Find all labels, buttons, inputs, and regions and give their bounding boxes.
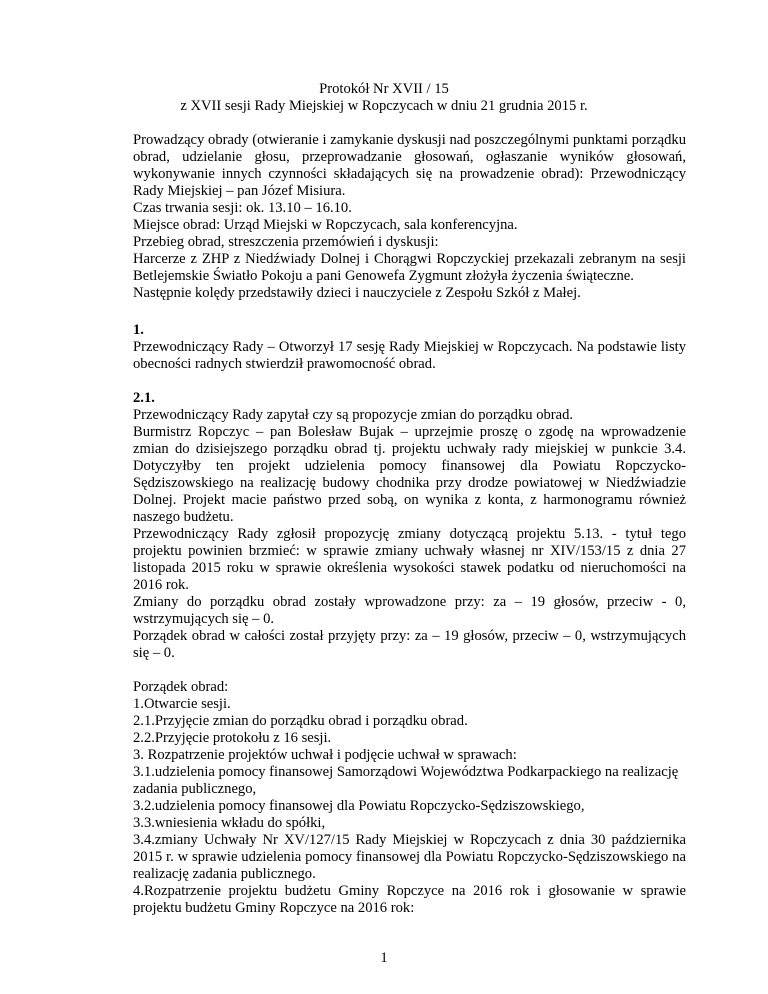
section-paragraph: Burmistrz Ropczyc – pan Bolesław Bujak – uprzejmie proszę o zgodę na wprowadzenie zmian do dzisiejszego porządku obrad tj. projektu uchwały rady miejskiej w punkcie 3.4. Dotyczyłby ten projekt udzielenia pomocy finansowej dla Powiatu Ropczycko-Sędziszowskiego na realizację budowy chodnika przy drodze powiatowej w Niedźwiadzie Dolnej. Projekt macie państwo przed sobą, on wynika z konta, z harmonogramu również naszego budżetu. [133,424,686,525]
agenda-item: 3.1.udzielenia pomocy finansowej Samorządowi Województwa Podkarpackiego na realizację zadania publicznego, [133,764,679,797]
section-paragraph: Przewodniczący Rady zgłosił propozycję zmiany dotyczącą projektu 5.13. - tytuł tego projektu powinien brzmieć: w sprawie zmiany uchwały własnej nr XIV/153/15 z dnia 27 listopada 2015 roku w sprawie określenia wysokości stawek podatku od nieruchomości na 2016 rok. [133,526,686,593]
section-paragraph: Przewodniczący Rady zapytał czy są propozycje zmian do porządku obrad. [133,407,574,423]
vote-result: Porządek obrad w całości został przyjęty przy: za – 19 głosów, przeciw – 0, wstrzymujących się – 0. [133,628,686,661]
agenda-item: 2.2.Przyjęcie protokołu z 16 sesji. [133,730,332,746]
agenda-item: 3.3.wniesienia wkładu do spółki, [133,815,326,831]
agenda-item: 2.1.Przyjęcie zmian do porządku obrad i porządku obrad. [133,713,468,729]
agenda-heading: Porządek obrad: [133,679,229,695]
section-heading: 1. [133,322,144,338]
agenda-item: 3. Rozpatrzenie projektów uchwał i podjęcie uchwał w sprawach: [133,747,517,763]
agenda-item: 3.2.udzielenia pomocy finansowej dla Powiatu Ropczycko-Sędziszowskiego, [133,798,585,814]
section-2-1 [133,390,686,594]
page-number: 1 [380,950,388,966]
intro-paragraph: Następnie kolędy przedstawiły dzieci i nauczyciele z Zespołu Szkół z Małej. [133,285,581,301]
section-heading: 2.1. [133,390,155,406]
agenda-item: 3.4.zmiany Uchwały Nr XV/127/15 Rady Miejskiej w Ropczycach z dnia 30 października 2015 r. w sprawie udzielenia pomocy finansowej dla Powiatu Ropczycko-Sędziszowskiego na realizację zadania publicznego. [133,832,686,882]
vote-result: Zmiany do porządku obrad zostały wprowadzone przy: za – 19 głosów, przeciw - 0, wstrzymujących się – 0. [133,594,686,627]
agenda-block [133,679,686,917]
document-title: Protokół Nr XVII / 15 [319,81,449,97]
document-subtitle: z XVII sesji Rady Miejskiej w Ropczycach w dniu 21 grudnia 2015 r. [180,98,588,114]
section-paragraph: Przewodniczący Rady – Otworzył 17 sesję Rady Miejskiej w Ropczycach. Na podstawie listy obecności radnych stwierdził prawomocność obrad. [133,339,686,372]
agenda-item: 1.Otwarcie sesji. [133,696,231,712]
proceedings-heading: Przebieg obrad, streszczenia przemówień i dyskusji: [133,234,439,250]
intro-block [133,132,686,302]
intro-paragraph: Prowadzący obrady (otwieranie i zamykanie dyskusji nad poszczególnymi punktami porządku obrad, udzielanie głosu, przeprowadzanie głosowań, ogłaszanie wyników głosowań, wykonywanie innych czynności składających się na prowadzenie obrad): Przewodniczący Rady Miejskiej – pan Józef Misiura. [133,132,686,199]
intro-paragraph: Harcerze z ZHP z Niedźwiady Dolnej i Chorągwi Ropczyckiej przekazali zebranym na sesji Betlejemskie Światło Pokoju a pani Genowefa Zygmunt złożyła życzenia świąteczne. [133,251,686,284]
session-location: Miejsce obrad: Urząd Miejski w Ropczycach, sala konferencyjna. [133,217,518,233]
session-duration: Czas trwania sesji: ok. 13.10 – 16.10. [133,200,352,216]
section-1 [133,322,686,373]
agenda-item: 4.Rozpatrzenie projektu budżetu Gminy Ropczyce na 2016 rok i głosowanie w sprawie projektu budżetu Gminy Ropczyce na 2016 rok: [133,883,686,916]
votes-block [133,594,686,662]
